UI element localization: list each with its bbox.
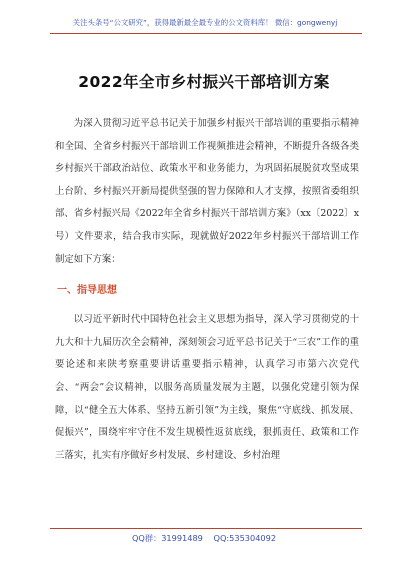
header-divider <box>50 33 362 34</box>
page-header-text: 关注头条号“公文研究”，获得最新最全最专业的公文资料库！ 微信：gongwenyj <box>72 18 338 27</box>
footer-divider <box>50 528 362 529</box>
footer-qq-group: QQ群：31991489 <box>131 533 203 543</box>
intro-paragraph: 为深入贯彻习近平总书记关于加强乡村振兴干部培训的重要指示精神和全国、全省乡村振兴干部培训工作视频推进会精神，不断提升各级各类乡村振兴干部政治站位、政策水平和业务能力，为巩固拓展脱贫攻坚成果上台阶、乡村振兴开新局提供坚强的智力保障和人才支撑，按照省委组织部、省乡村振兴局《2022年全省乡村振兴干部培训方案》（xx〔2022〕x号）文件要求，结合我市实际，现就做好2022年乡村振兴干部培训工作制定如下方案： <box>55 118 359 265</box>
document-title: 2022年全市乡村振兴干部培训方案 <box>78 73 330 91</box>
section-paragraph: 以习近平新时代中国特色社会主义思想为指导，深入学习贯彻党的十九大和十九届历次全会精神，深刻领会习近平总书记关于“三农”工作的重要论述和来陕考察重要讲话重要指示精神，认真学习市第六次党代会、“两会”会议精神，以服务高质量发展为主题，以强化党建引领为保障，以“健全五大体系、坚持五新引领”为主线，聚焦“守底线、抓发展、促振兴”，围绕牢牢守住不发生规模性返贫底线，狠抓责任、政策和工作三落实，扎实有序做好乡村发展、乡村建设、乡村治理 <box>55 314 359 461</box>
document-body <box>55 113 359 467</box>
page-footer <box>0 533 408 544</box>
section-heading: 一、指导思想 <box>57 285 117 297</box>
footer-qq-number: QQ:535304092 <box>213 533 277 543</box>
